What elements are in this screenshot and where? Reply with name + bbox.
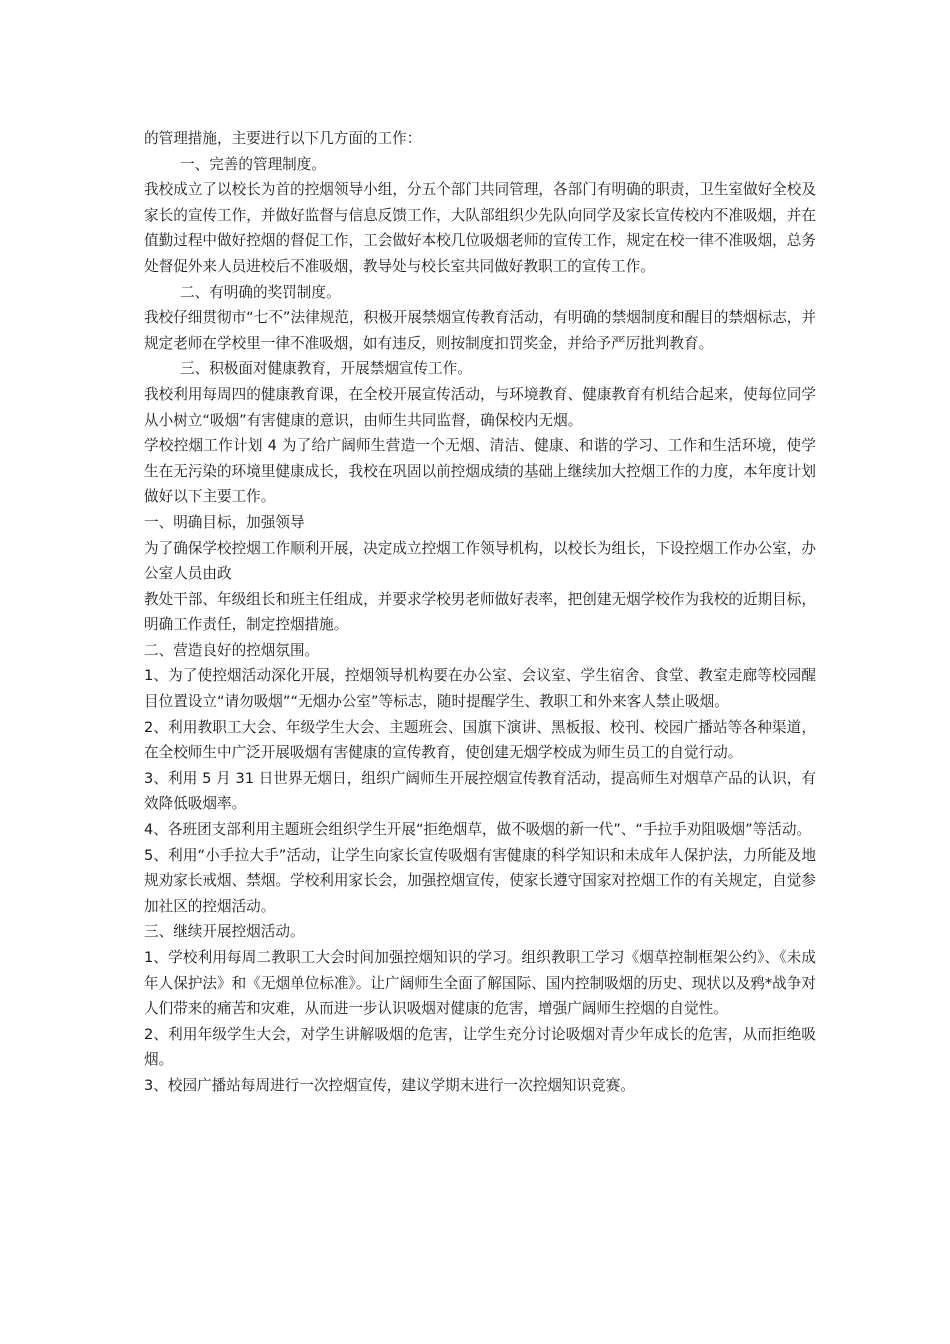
section-heading: 二、有明确的奖罚制度。 — [180, 283, 341, 301]
paragraph: 2、利用年级学生大会，对学生讲解吸烟的危害，让学生充分讨论吸烟对青少年成长的危害，从而拒绝吸烟。 — [144, 1025, 816, 1069]
paragraph: 3、校园广播站每周进行一次控烟宣传，建议学期末进行一次控烟知识竞赛。 — [144, 1076, 635, 1094]
paragraph: 教处干部、年级组长和班主任组成，并要求学校男老师做好表率，把创建无烟学校作为我校的近期目标，明确工作责任，制定控烟措施。 — [144, 590, 816, 634]
paragraph: 我校成立了以校长为首的控烟领导小组，分五个部门共同管理，各部门有明确的职责，卫生室做好全校及家长的宣传工作，并做好监督与信息反馈工作，大队部组织少先队向同学及家长宣传校内不准吸烟，并在值勤过程中做好控烟的督促工作，工会做好本校几位吸烟老师的宣传工作，规定在校一律不准吸烟，总务处督促外来人员进校后不准吸烟，教导处与校长室共同做好教职工的宣传工作。 — [144, 181, 816, 275]
paragraph: 2、利用教职工大会、年级学生大会、主题班会、国旗下演讲、黑板报、校刊、校园广播站等各种渠道，在全校师生中广泛开展吸烟有害健康的宣传教育，使创建无烟学校成为师生员工的自觉行动。 — [144, 718, 816, 762]
paragraph: 1、学校利用每周二教职工大会时间加强控烟知识的学习。组织教职工学习《烟草控制框架公约》、《未成年人保护法》和《无烟单位标准》。让广阔师生全面了解国际、国内控制吸烟的历史、现状以及鸦*战争对人们带来的痛苦和灾难，从而进一步认识吸烟对健康的危害，增强广阔师生控烟的自觉性。 — [144, 949, 816, 1018]
paragraph: 的管理措施，主要进行以下几方面的工作： — [144, 130, 422, 147]
paragraph: 5、利用“小手拉大手”活动，让学生向家长宣传吸烟有害健康的科学知识和未成年人保护法，力所能及地规劝家长戒烟、禁烟。学校利用家长会，加强控烟宣传，使家长遵守国家对控烟工作的有关规定，自觉参加社区的控烟活动。 — [144, 846, 816, 915]
section-heading: 一、完善的管理制度。 — [180, 155, 326, 173]
paragraph: 为了确保学校控烟工作顺利开展，决定成立控烟工作领导机构，以校长为组长，下设控烟工作办公室，办公室人员由政 — [144, 539, 816, 583]
paragraph: 1、为了使控烟活动深化开展，控烟领导机构要在办公室、会议室、学生宿舍、食堂、教室走廊等校园醒目位置设立“请勿吸烟”“无烟办公室”等标志，随时提醒学生、教职工和外来客人禁止吸烟。 — [144, 667, 816, 711]
paragraph: 三、继续开展控烟活动。 — [144, 923, 305, 941]
section-heading: 三、积极面对健康教育，开展禁烟宣传工作。 — [180, 360, 472, 378]
document-body — [144, 126, 816, 1099]
paragraph: 3、利用 5 月 31 日世界无烟日，组织广阔师生开展控烟宣传教育活动，提高师生对烟草产品的认识，有效降低吸烟率。 — [144, 769, 816, 813]
paragraph: 我校利用每周四的健康教育课，在全校开展宣传活动，与环境教育、健康教育有机结合起来，使每位同学从小树立“吸烟”有害健康的意识，由师生共同监督，确保校内无烟。 — [144, 385, 816, 429]
paragraph: 二、营造良好的控烟氛围。 — [144, 641, 320, 659]
paragraph: 一、明确目标，加强领导 — [144, 513, 305, 531]
paragraph: 学校控烟工作计划 4 为了给广阔师生营造一个无烟、清洁、健康、和谐的学习、工作和生活环境，使学生在无污染的环境里健康成长，我校在巩固以前控烟成绩的基础上继续加大控烟工作的力度，本年度计划做好以下主要工作。 — [144, 437, 816, 506]
paragraph: 4、各班团支部利用主题班会组织学生开展“拒绝烟草，做不吸烟的新一代”、“手拉手劝阻吸烟”等活动。 — [144, 821, 812, 839]
paragraph: 我校仔细贯彻市“七不”法律规范，积极开展禁烟宣传教育活动，有明确的禁烟制度和醒目的禁烟标志，并规定老师在学校里一律不准吸烟，如有违反，则按制度扣罚奖金，并给予严厉批判教育。 — [144, 309, 816, 352]
